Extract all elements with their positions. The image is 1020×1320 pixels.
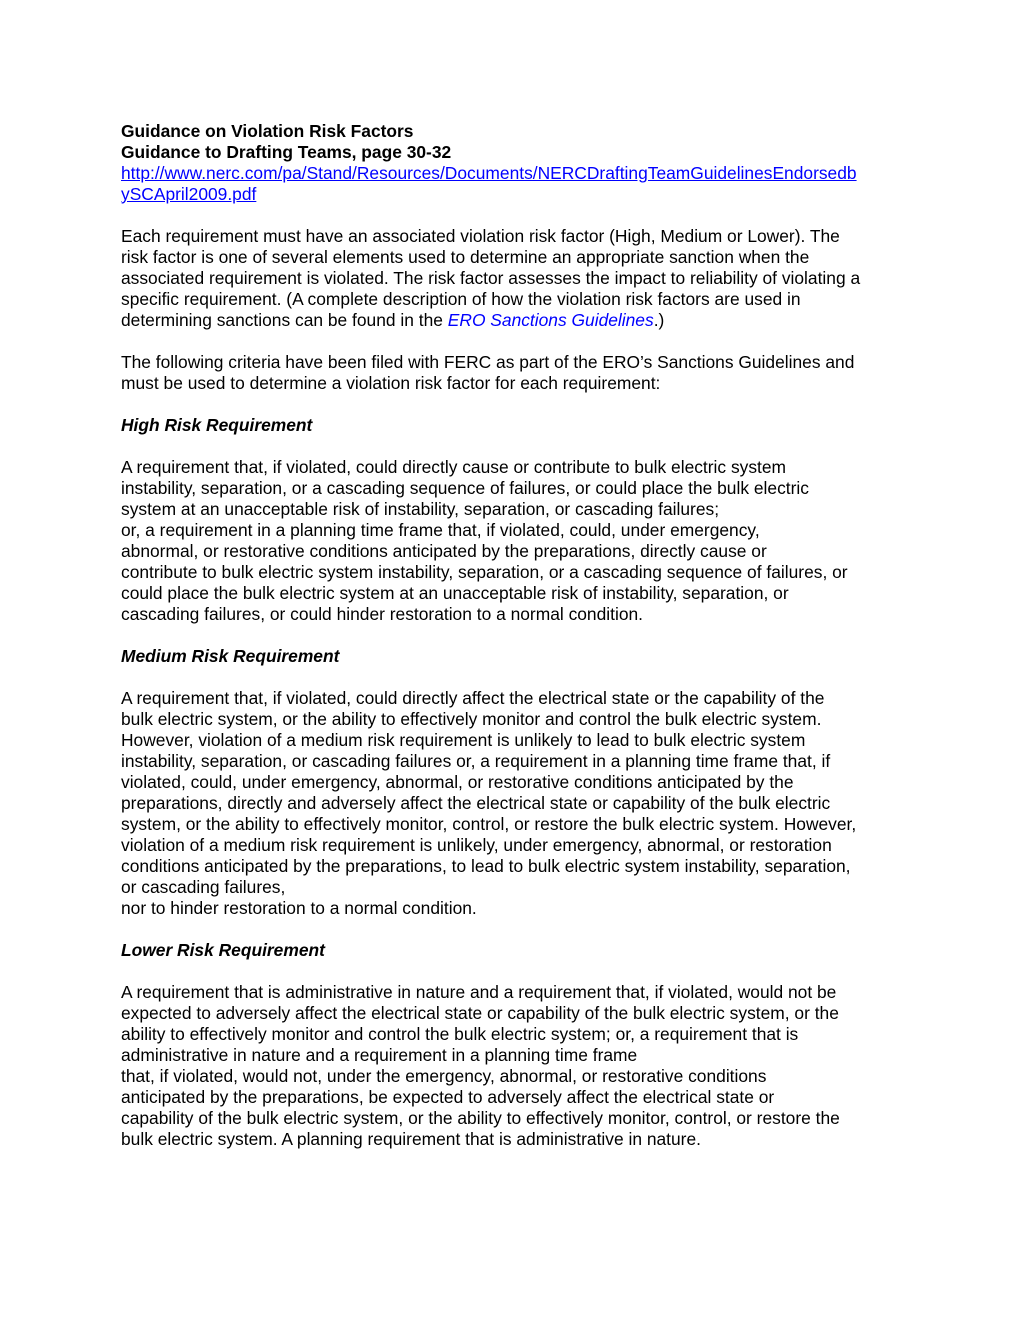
document-subtitle: Guidance to Drafting Teams, page 30-32: [121, 142, 452, 162]
text-line: instability, separation, or cascading failures or, a requirement in a planning time frame that, if: [121, 751, 831, 771]
text-line: nor to hinder restoration to a normal condition.: [121, 898, 477, 918]
text-line: abnormal, or restorative conditions anticipated by the preparations, directly cause or: [121, 541, 767, 561]
text-line: A requirement that, if violated, could directly affect the electrical state or the capability of the: [121, 688, 825, 708]
text-line: [121, 310, 921, 331]
text-line: system, or the ability to effectively monitor, control, or restore the bulk electric system. However,: [121, 814, 857, 834]
section-heading: Medium Risk Requirement: [121, 646, 340, 666]
section-heading: High Risk Requirement: [121, 415, 313, 435]
text-line: risk factor is one of several elements used to determine an appropriate sanction when the: [121, 247, 810, 267]
text-line: cascading failures, or could hinder restoration to a normal condition.: [121, 604, 644, 624]
document-title: Guidance on Violation Risk Factors: [121, 121, 414, 141]
text-line: The following criteria have been filed with FERC as part of the ERO’s Sanctions Guidelines and: [121, 352, 855, 372]
text-line: or cascading failures,: [121, 877, 286, 897]
text-line: violated, could, under emergency, abnormal, or restorative conditions anticipated by the: [121, 772, 794, 792]
text-line: A requirement that, if violated, could directly cause or contribute to bulk electric system: [121, 457, 787, 477]
document-page: [121, 121, 921, 1150]
text-line: capability of the bulk electric system, or the ability to effectively monitor, control, or restore the: [121, 1108, 840, 1128]
text-line: that, if violated, would not, under the emergency, abnormal, or restorative conditions: [121, 1066, 767, 1086]
url-line[interactable]: http://www.nerc.com/pa/Stand/Resources/Documents/NERCDraftingTeamGuidelinesEndorsedb: [121, 163, 857, 183]
text-line: bulk electric system, or the ability to effectively monitor and control the bulk electric system.: [121, 709, 822, 729]
text-line: could place the bulk electric system at an unacceptable risk of instability, separation, or: [121, 583, 789, 603]
section-lower-risk-requirement: [121, 940, 921, 1150]
text-line: must be used to determine a violation risk factor for each requirement:: [121, 373, 661, 393]
text-line: expected to adversely affect the electrical state or capability of the bulk electric system, or the: [121, 1003, 839, 1023]
text-span: determining sanctions can be found in the: [121, 310, 448, 330]
section-heading: Lower Risk Requirement: [121, 940, 325, 960]
intro-paragraph: [121, 226, 921, 331]
text-line: conditions anticipated by the preparations, to lead to bulk electric system instability, separation,: [121, 856, 851, 876]
text-line: A requirement that is administrative in nature and a requirement that, if violated, would not be: [121, 982, 837, 1002]
section-medium-risk-requirement: [121, 646, 921, 940]
text-line: violation of a medium risk requirement is unlikely, under emergency, abnormal, or restoration: [121, 835, 832, 855]
text-line: bulk electric system. A planning requirement that is administrative in nature.: [121, 1129, 701, 1149]
ero-sanctions-guidelines-link[interactable]: ERO Sanctions Guidelines: [447, 310, 654, 330]
section-high-risk-requirement: [121, 415, 921, 646]
text-line: anticipated by the preparations, be expected to adversely affect the electrical state or: [121, 1087, 775, 1107]
text-line: associated requirement is violated. The risk factor assesses the impact to reliability of violating a: [121, 268, 861, 288]
text-line: system at an unacceptable risk of instability, separation, or cascading failures;: [121, 499, 720, 519]
url-line[interactable]: ySCApril2009.pdf: [121, 184, 257, 204]
text-line: administrative in nature and a requirement in a planning time frame: [121, 1045, 638, 1065]
text-line: Each requirement must have an associated violation risk factor (High, Medium or Lower). The: [121, 226, 840, 246]
text-line: preparations, directly and adversely affect the electrical state or capability of the bulk electric: [121, 793, 831, 813]
guidelines-url-link[interactable]: [121, 163, 921, 205]
text-line: or, a requirement in a planning time frame that, if violated, could, under emergency,: [121, 520, 760, 540]
text-line: However, violation of a medium risk requirement is unlikely to lead to bulk electric system: [121, 730, 806, 750]
text-line: contribute to bulk electric system instability, separation, or a cascading sequence of failures, or: [121, 562, 848, 582]
text-line: specific requirement. (A complete description of how the violation risk factors are used in: [121, 289, 801, 309]
text-span: .): [653, 310, 665, 330]
text-line: ability to effectively monitor and control the bulk electric system; or, a requirement that is: [121, 1024, 799, 1044]
criteria-paragraph: [121, 352, 921, 394]
text-line: instability, separation, or a cascading sequence of failures, or could place the bulk electric: [121, 478, 809, 498]
